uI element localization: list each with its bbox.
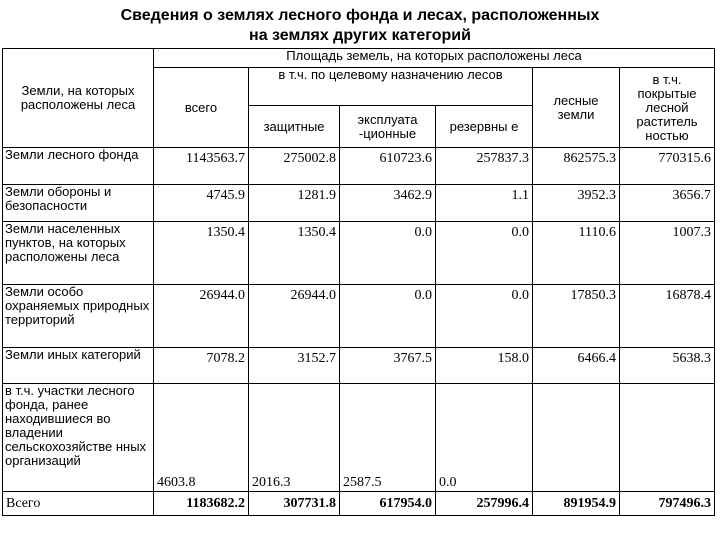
cell-forested — [620, 384, 715, 492]
row-label: Земли обороны и безопасности — [3, 185, 154, 222]
table-row — [3, 285, 715, 348]
cell-reserve: 0.0 — [436, 384, 533, 492]
cell-total: 4603.8 — [154, 384, 249, 492]
header-forest-lands: лесные земли — [553, 92, 599, 122]
row-label: в т.ч. участки лесного фонда, ранее находившиеся во владении сельскохозяйстве нных организаций — [3, 384, 154, 492]
cell-exploitation: 0.0 — [340, 222, 436, 285]
cell-forested: 16878.4 — [620, 285, 715, 348]
cell-exploitation: 2587.5 — [340, 384, 436, 492]
total-protective: 307731.8 — [249, 492, 340, 516]
cell-exploitation: 3462.9 — [340, 185, 436, 222]
cell-reserve: 158.0 — [436, 348, 533, 384]
table-row — [3, 348, 715, 384]
header-protective-cell — [249, 106, 340, 148]
cell-forested: 1007.3 — [620, 222, 715, 285]
cell-forest-lands: 1110.6 — [533, 222, 620, 285]
header-by-purpose: в т.ч. по целевому назначению лесов — [278, 67, 503, 82]
total-total: 1183682.2 — [154, 492, 249, 516]
total-row-label: Всего — [3, 492, 154, 516]
cell-total: 1143563.7 — [154, 148, 249, 185]
header-lands: Земли, на которых расположены леса — [20, 83, 136, 112]
cell-forest-lands — [533, 384, 620, 492]
table-row — [3, 222, 715, 285]
header-forested: в т.ч. покрытые лесной раститель ностью — [636, 71, 698, 143]
cell-reserve: 0.0 — [436, 222, 533, 285]
cell-total: 4745.9 — [154, 185, 249, 222]
cell-forest-lands: 3952.3 — [533, 185, 620, 222]
row-label: Земли иных категорий — [3, 348, 154, 384]
cell-forest-lands: 6466.4 — [533, 348, 620, 384]
table-row — [3, 185, 715, 222]
cell-reserve: 257837.3 — [436, 148, 533, 185]
header-exploitation: эксплуата -ционные — [357, 111, 418, 141]
header-protective: защитные — [263, 118, 325, 134]
cell-protective: 1281.9 — [249, 185, 340, 222]
cell-reserve: 0.0 — [436, 285, 533, 348]
forest-lands-table — [2, 48, 715, 516]
title-line-1: Сведения о землях лесного фонда и лесах, расположенных — [120, 7, 600, 24]
cell-exploitation: 610723.6 — [340, 148, 436, 185]
cell-protective: 2016.3 — [249, 384, 340, 492]
row-label: Земли населенных пунктов, на которых расположены леса — [3, 222, 154, 285]
cell-protective: 26944.0 — [249, 285, 340, 348]
cell-exploitation: 3767.5 — [340, 348, 436, 384]
cell-forested: 770315.6 — [620, 148, 715, 185]
page-title — [0, 6, 720, 46]
cell-forested: 5638.3 — [620, 348, 715, 384]
total-forest-lands: 891954.9 — [533, 492, 620, 516]
cell-total: 7078.2 — [154, 348, 249, 384]
total-row — [3, 492, 715, 516]
header-reserve: резервны е — [449, 118, 519, 134]
cell-forest-lands: 862575.3 — [533, 148, 620, 185]
total-forested: 797496.3 — [620, 492, 715, 516]
table-row — [3, 384, 715, 492]
cell-forest-lands: 17850.3 — [533, 285, 620, 348]
cell-total: 1350.4 — [154, 222, 249, 285]
header-forest-lands-cell — [533, 68, 620, 148]
header-area-cell — [154, 49, 715, 68]
total-reserve: 257996.4 — [436, 492, 533, 516]
cell-exploitation: 0.0 — [340, 285, 436, 348]
title-line-2: на землях других категорий — [249, 27, 471, 44]
table-row — [3, 148, 715, 185]
cell-reserve: 1.1 — [436, 185, 533, 222]
header-reserve-cell — [436, 106, 533, 148]
header-total-cell — [154, 68, 249, 148]
cell-forested: 3656.7 — [620, 185, 715, 222]
cell-total: 26944.0 — [154, 285, 249, 348]
header-forested-cell — [620, 68, 715, 148]
header-by-purpose-cell — [249, 68, 533, 106]
cell-protective: 275002.8 — [249, 148, 340, 185]
cell-protective: 3152.7 — [249, 348, 340, 384]
header-total: всего — [184, 99, 218, 115]
header-exploitation-cell — [340, 106, 436, 148]
total-exploitation: 617954.0 — [340, 492, 436, 516]
header-lands-cell — [3, 49, 154, 148]
row-label: Земли лесного фонда — [3, 148, 154, 185]
header-area: Площадь земель, на которых расположены леса — [286, 48, 582, 63]
row-label: Земли особо охраняемых природных территорий — [3, 285, 154, 348]
cell-protective: 1350.4 — [249, 222, 340, 285]
